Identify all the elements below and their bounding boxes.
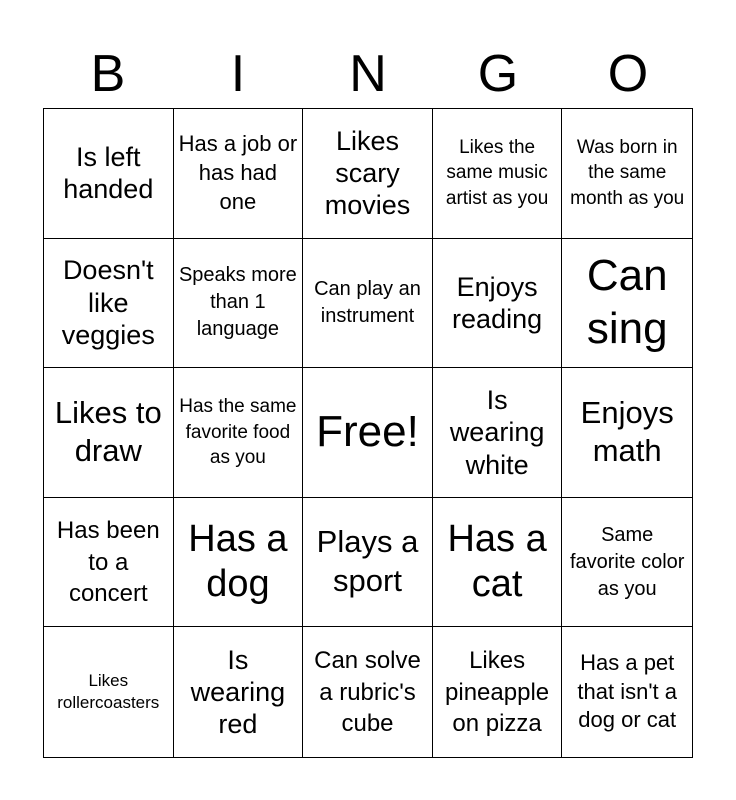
bingo-cell[interactable] [44, 627, 174, 757]
bingo-cell[interactable] [174, 368, 304, 498]
cell-text: Has a cat [447, 517, 547, 606]
bingo-cell[interactable] [174, 239, 304, 369]
bingo-cell[interactable] [562, 109, 692, 239]
header-letter-g: G [477, 45, 519, 103]
bingo-cell[interactable] [44, 368, 174, 498]
cell-text: Likes scary movies [324, 125, 411, 221]
bingo-cell[interactable] [433, 109, 563, 239]
bingo-cell[interactable] [44, 109, 174, 239]
bingo-cell[interactable] [433, 239, 563, 369]
bingo-cell[interactable] [562, 498, 692, 628]
header-letter-b: B [90, 45, 126, 103]
header-letter-o: O [607, 45, 649, 103]
header-letter-n: N [349, 45, 387, 103]
cell-text: Can sing [586, 251, 668, 353]
bingo-cell[interactable] [562, 627, 692, 757]
cell-text: Enjoys reading [452, 271, 543, 334]
cell-text: Likes rollercoasters [57, 671, 160, 713]
cell-text: Can play an instrument [314, 277, 421, 327]
bingo-header [43, 40, 693, 108]
cell-text: Plays a sport [316, 524, 419, 599]
bingo-cell[interactable] [433, 627, 563, 757]
bingo-cell[interactable] [303, 239, 433, 369]
bingo-cell[interactable] [303, 627, 433, 757]
bingo-cell[interactable] [44, 239, 174, 369]
bingo-cell[interactable] [562, 368, 692, 498]
bingo-cell[interactable] [433, 368, 563, 498]
cell-text: Is left handed [63, 141, 154, 205]
cell-text: Has a job or has had one [178, 131, 298, 214]
bingo-cell[interactable] [562, 239, 692, 369]
bingo-cell[interactable] [174, 627, 304, 757]
cell-text: Has a dog [188, 517, 288, 606]
bingo-board [43, 108, 693, 758]
bingo-cell[interactable] [174, 109, 304, 239]
cell-text: Likes pineapple on pizza [445, 647, 550, 737]
bingo-cell[interactable] [174, 498, 304, 628]
bingo-cell[interactable] [303, 498, 433, 628]
cell-text: Was born in the same month as you [570, 136, 685, 210]
header-letter-i: I [230, 45, 246, 103]
cell-text: Has a pet that isn't a dog or cat [577, 650, 677, 733]
cell-text: Has been to a concert [56, 517, 160, 607]
cell-text: Same favorite color as you [569, 523, 685, 600]
cell-text: Has the same favorite food as you [179, 396, 297, 469]
cell-text: Is wearing white [449, 384, 545, 480]
cell-text: Doesn't like veggies [61, 255, 155, 351]
cell-text: Is wearing red [190, 644, 286, 740]
cell-text: Free! [316, 407, 419, 457]
cell-text: Enjoys math [580, 394, 674, 469]
cell-text: Likes the same music artist as you [445, 136, 549, 210]
cell-text: Can solve a rubric's cube [314, 647, 421, 737]
bingo-cell[interactable] [44, 498, 174, 628]
free-space-cell[interactable] [303, 368, 433, 498]
bingo-cell[interactable] [303, 109, 433, 239]
bingo-cell[interactable] [433, 498, 563, 628]
cell-text: Speaks more than 1 language [178, 264, 297, 341]
cell-text: Likes to draw [54, 394, 162, 469]
